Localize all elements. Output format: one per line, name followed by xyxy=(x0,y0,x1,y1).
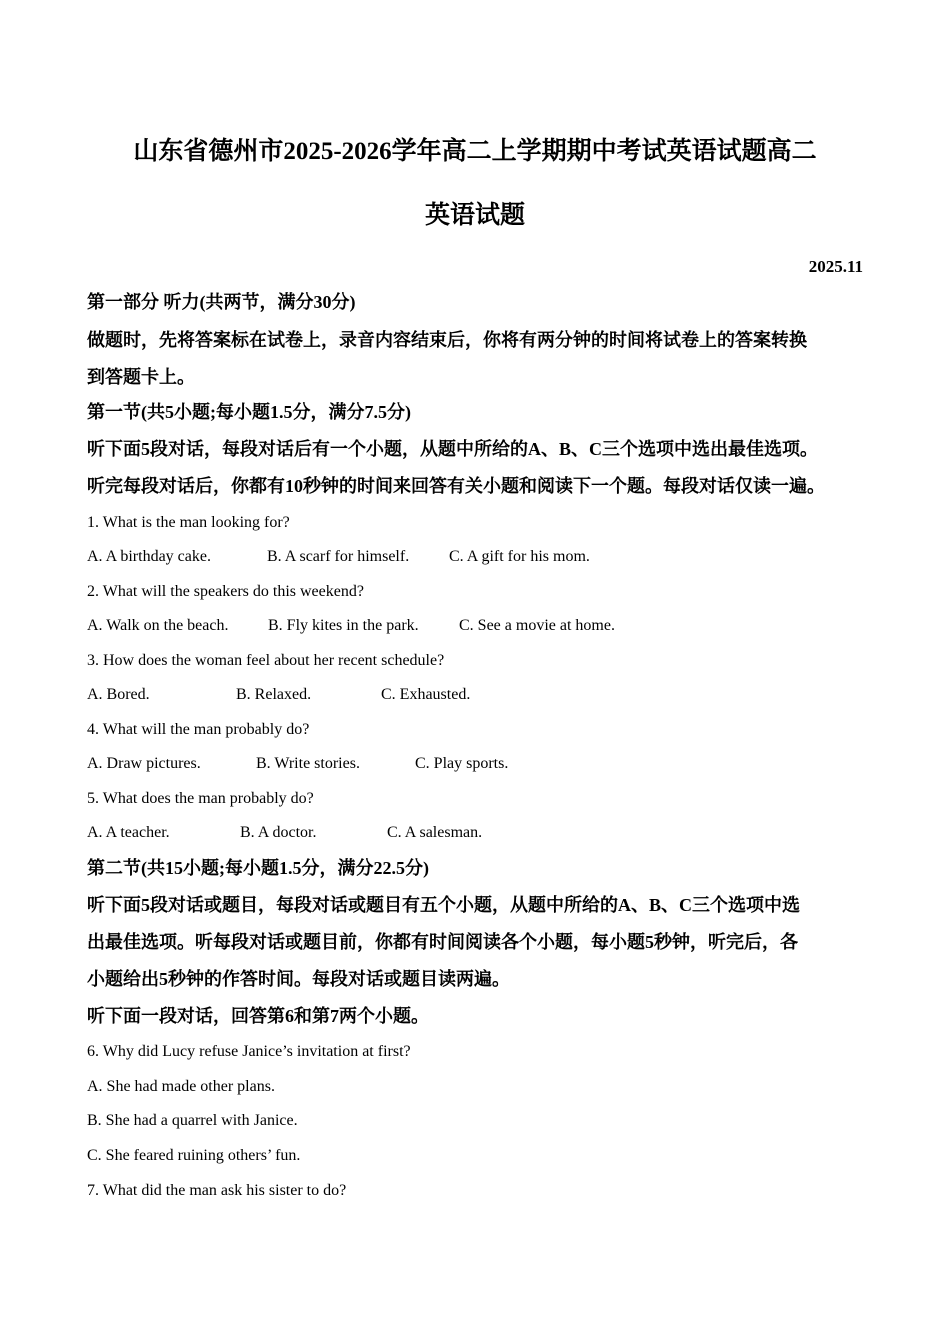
question-5: 5. What does the man probably do? xyxy=(87,790,314,807)
q6-option-b: B. She had a quarrel with Janice. xyxy=(87,1112,298,1129)
q2-option-a: A. Walk on the beach. xyxy=(87,617,229,634)
section2-instruction-line: 听下面5段对话或题目，每段对话或题目有五个小题，从题中所给的A、B、C三个选项中选 xyxy=(87,895,800,915)
q3-option-c: C. Exhausted. xyxy=(381,686,471,703)
exam-date: 2025.11 xyxy=(808,257,863,276)
section2-instruction-line: 出最佳选项。听每段对话或题目前，你都有时间阅读各个小题，每小题5秒钟，听完后，各 xyxy=(87,932,798,952)
q2-option-c: C. See a movie at home. xyxy=(459,617,615,634)
question-1: 1. What is the man looking for? xyxy=(87,514,290,531)
q4-option-b: B. Write stories. xyxy=(256,755,360,772)
question-2: 2. What will the speakers do this weekend? xyxy=(87,583,364,600)
dialogue-intro: 听下面一段对话，回答第6和第7两个小题。 xyxy=(87,1006,429,1026)
part1-instruction-line: 到答题卡上。 xyxy=(87,367,195,387)
section1-heading: 第一节(共5小题;每小题1.5分，满分7.5分) xyxy=(87,402,411,422)
question-4: 4. What will the man probably do? xyxy=(87,721,310,738)
section2-heading: 第二节(共15小题;每小题1.5分，满分22.5分) xyxy=(87,858,429,878)
part1-heading: 第一部分 听力(共两节，满分30分) xyxy=(87,292,356,312)
q1-option-b: B. A scarf for himself. xyxy=(267,548,410,565)
q5-option-a: A. A teacher. xyxy=(87,824,170,841)
exam-title-line1: 山东省德州市2025-2026学年高二上学期期中考试英语试题高二 xyxy=(133,138,817,165)
question-6: 6. Why did Lucy refuse Janice’s invitation at first? xyxy=(87,1043,411,1060)
question-7: 7. What did the man ask his sister to do? xyxy=(87,1182,347,1199)
q1-option-c: C. A gift for his mom. xyxy=(449,548,590,565)
q5-option-c: C. A salesman. xyxy=(387,824,483,841)
q1-option-a: A. A birthday cake. xyxy=(87,548,211,565)
q6-option-c: C. She feared ruining others’ fun. xyxy=(87,1147,301,1164)
q6-option-a: A. She had made other plans. xyxy=(87,1078,275,1095)
exam-title-line2: 英语试题 xyxy=(424,202,525,229)
q4-option-c: C. Play sports. xyxy=(415,755,509,772)
question-3: 3. How does the woman feel about her recent schedule? xyxy=(87,652,445,669)
q5-option-b: B. A doctor. xyxy=(240,824,317,841)
q2-option-b: B. Fly kites in the park. xyxy=(268,617,419,634)
q3-option-b: B. Relaxed. xyxy=(236,686,312,703)
q3-option-a: A. Bored. xyxy=(87,686,150,703)
part1-instruction-line: 做题时，先将答案标在试卷上，录音内容结束后，你将有两分钟的时间将试卷上的答案转换 xyxy=(87,330,807,350)
section2-instruction-line: 小题给出5秒钟的作答时间。每段对话或题目读两遍。 xyxy=(87,969,510,989)
section1-instruction-line: 听完每段对话后，你都有10秒钟的时间来回答有关小题和阅读下一个题。每段对话仅读一遍。 xyxy=(87,476,825,496)
q4-option-a: A. Draw pictures. xyxy=(87,755,201,772)
section1-instruction-line: 听下面5段对话，每段对话后有一个小题，从题中所给的A、B、C三个选项中选出最佳选项。 xyxy=(87,439,818,459)
